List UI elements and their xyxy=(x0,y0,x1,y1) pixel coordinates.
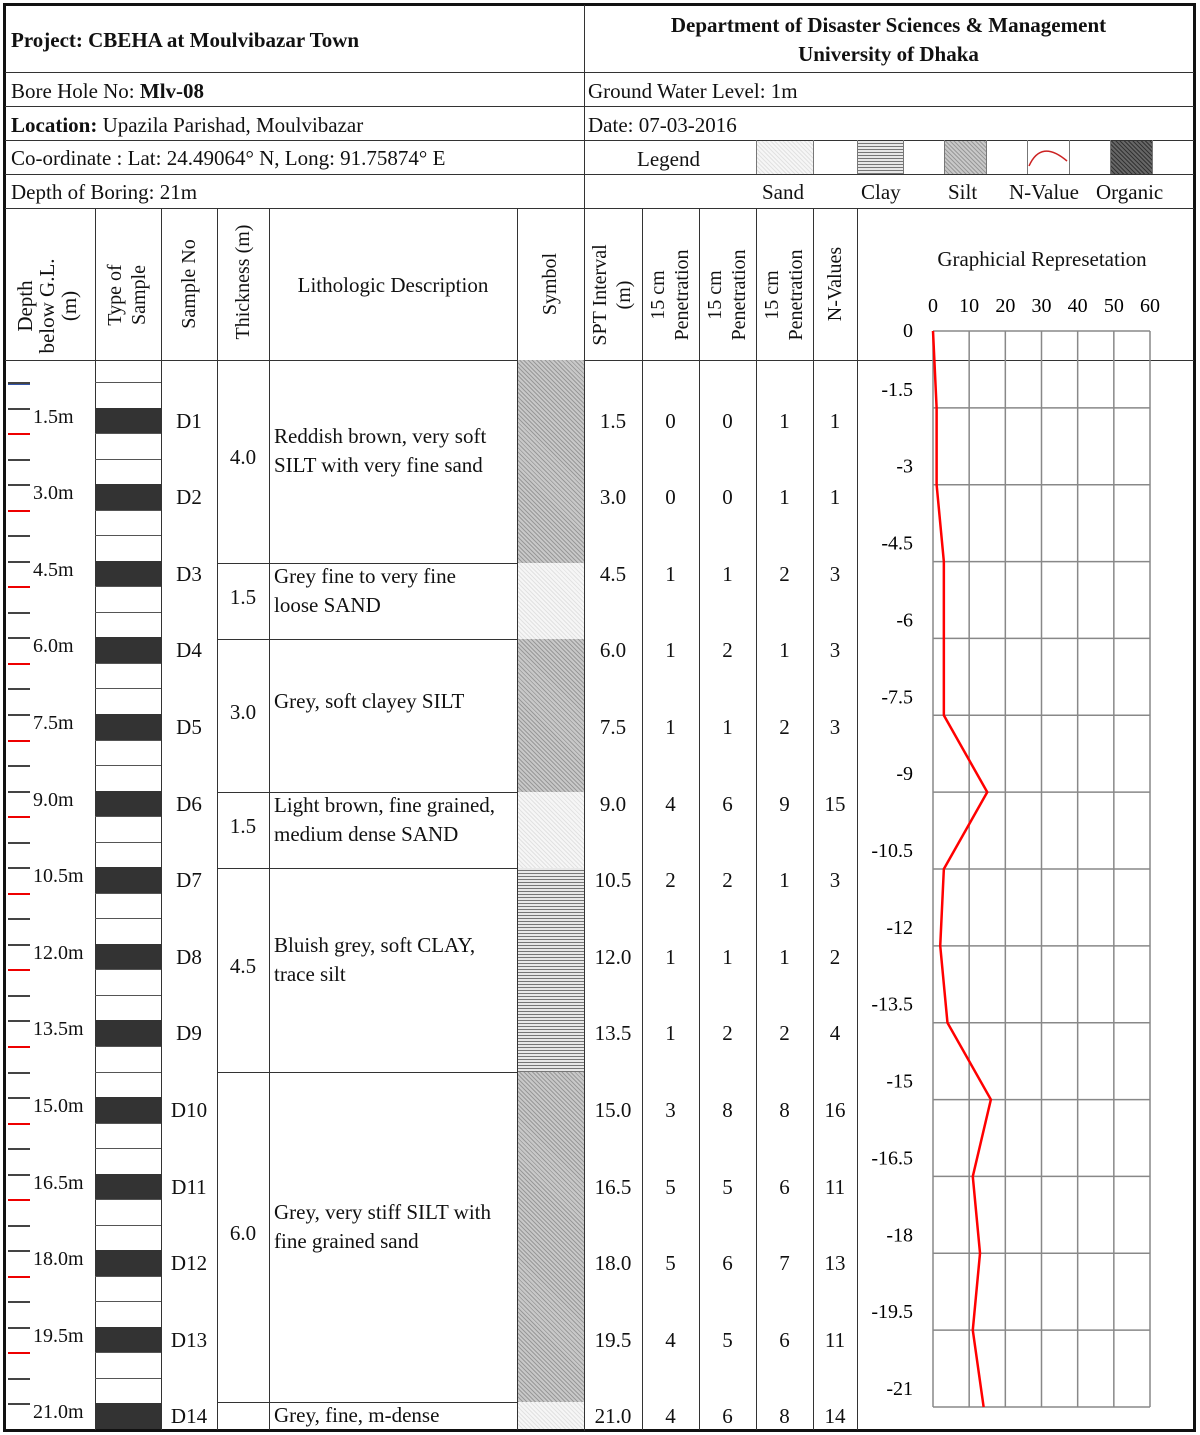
col-pen2-l2: Penetration xyxy=(728,249,750,341)
col-depth-l2: below G.L. xyxy=(35,258,59,354)
depth-label: 16.5m xyxy=(33,1171,84,1194)
y-tick-label: -12 xyxy=(886,916,913,939)
layer-thickness: 1.5 xyxy=(229,584,257,609)
x-tick-label: 30 xyxy=(1031,295,1052,317)
n-value: 11 xyxy=(824,1174,846,1199)
legend-sand-label: Sand xyxy=(762,180,804,204)
y-tick-label: -4.5 xyxy=(881,532,913,555)
penetration-count: 1 xyxy=(722,715,733,740)
n-value: 1 xyxy=(829,485,841,510)
sample-no: D13 xyxy=(170,1327,208,1352)
x-tick-label: 50 xyxy=(1103,295,1124,317)
spt-interval: 18.0 xyxy=(594,1251,632,1276)
depth-label: 19.5m xyxy=(33,1324,84,1347)
y-tick-label: -9 xyxy=(896,763,913,786)
y-tick-label: -1.5 xyxy=(881,378,913,401)
sample-no: D9 xyxy=(176,1021,202,1046)
col-type-l1: Type of xyxy=(104,264,126,326)
date: Date: 07-03-2016 xyxy=(588,113,737,137)
bore-hole-value: Mlv-08 xyxy=(139,79,205,103)
layer-thickness: 1.5 xyxy=(229,814,257,839)
penetration-count: 1 xyxy=(779,408,790,433)
y-tick-label: -6 xyxy=(896,609,913,632)
penetration-count: 1 xyxy=(665,638,676,663)
penetration-count: 2 xyxy=(779,561,790,586)
location-label: Location: xyxy=(11,113,103,137)
n-value: 11 xyxy=(824,1327,846,1352)
n-value: 15 xyxy=(824,791,846,816)
spt-interval: 19.5 xyxy=(594,1327,632,1352)
n-value: 3 xyxy=(829,868,841,893)
layer-thickness: 3.0 xyxy=(229,699,257,724)
penetration-count: 1 xyxy=(665,1021,676,1046)
penetration-count: 5 xyxy=(665,1174,676,1199)
col-pen2-l1: 15 cm xyxy=(704,270,726,320)
col-type-l2: Sample xyxy=(128,265,150,325)
y-tick-label: -16.5 xyxy=(871,1147,913,1170)
spt-interval: 15.0 xyxy=(594,1098,632,1123)
sample-no: D3 xyxy=(176,561,202,586)
depth-label: 1.5m xyxy=(33,405,74,428)
university-name: University of Dhaka xyxy=(798,42,979,66)
spt-interval: 12.0 xyxy=(594,944,632,969)
legend-nvalue-label: N-Value xyxy=(1009,180,1079,204)
spt-interval: 3.0 xyxy=(599,485,627,510)
x-tick-label: 40 xyxy=(1067,295,1088,317)
depth-label: 15.0m xyxy=(33,1095,84,1118)
penetration-count: 0 xyxy=(722,408,733,433)
n-value: 3 xyxy=(829,638,841,663)
lithologic-description: Bluish grey, soft CLAY, xyxy=(274,932,476,957)
n-value: 3 xyxy=(829,715,841,740)
penetration-count: 2 xyxy=(665,868,676,893)
penetration-count: 1 xyxy=(722,944,733,969)
sample-no: D5 xyxy=(176,715,202,740)
graph-title: Graphicial Represetation xyxy=(937,247,1147,271)
lithologic-description: trace silt xyxy=(274,961,346,986)
y-tick-label: 0 xyxy=(903,320,913,342)
spt-interval: 4.5 xyxy=(599,561,627,586)
y-tick-label: -19.5 xyxy=(871,1301,913,1324)
penetration-count: 2 xyxy=(779,715,790,740)
penetration-count: 1 xyxy=(665,561,676,586)
penetration-count: 6 xyxy=(779,1327,790,1352)
sample-no: D12 xyxy=(170,1251,208,1276)
spt-interval: 9.0 xyxy=(599,791,627,816)
penetration-count: 8 xyxy=(779,1404,790,1429)
depth-label: 4.5m xyxy=(33,558,74,581)
y-tick-label: -10.5 xyxy=(871,840,913,862)
penetration-count: 6 xyxy=(722,791,733,816)
bore-hole-label: Bore Hole No: xyxy=(11,79,140,103)
col-depth-l1: Depth xyxy=(13,280,37,332)
sample-no: D4 xyxy=(176,638,202,663)
n-value: 14 xyxy=(824,1404,846,1429)
penetration-count: 4 xyxy=(665,1327,676,1352)
penetration-count: 2 xyxy=(722,1021,733,1046)
lithologic-description: loose SAND xyxy=(274,592,381,617)
penetration-count: 8 xyxy=(779,1098,790,1123)
y-tick-label: -18 xyxy=(886,1224,913,1247)
y-tick-label: -15 xyxy=(886,1070,913,1093)
penetration-count: 6 xyxy=(722,1251,733,1276)
sample-no: D11 xyxy=(171,1174,207,1199)
penetration-count: 1 xyxy=(665,715,676,740)
coordinate: Co-ordinate : Lat: 24.49064° N, Long: 91.75874° E xyxy=(11,146,446,170)
penetration-count: 0 xyxy=(722,485,733,510)
lithologic-description: Grey, very stiff SILT with xyxy=(274,1199,491,1224)
penetration-count: 9 xyxy=(779,791,790,816)
col-sample-header: Sample No xyxy=(178,239,200,329)
depth-of-boring: Depth of Boring: 21m xyxy=(11,180,198,204)
depth-label: 12.0m xyxy=(33,941,84,964)
spt-interval: 1.5 xyxy=(599,408,627,433)
sample-no: D2 xyxy=(176,485,202,510)
penetration-count: 8 xyxy=(722,1098,733,1123)
penetration-count: 4 xyxy=(665,1404,676,1429)
spt-interval: 10.5 xyxy=(594,868,632,893)
col-depth-l3: (m) xyxy=(57,290,81,322)
legend-title: Legend xyxy=(637,147,700,171)
penetration-count: 3 xyxy=(665,1098,676,1123)
layer-thickness: 6.0 xyxy=(229,1220,257,1245)
n-value: 13 xyxy=(824,1251,846,1276)
col-pen3-l2: Penetration xyxy=(785,249,807,341)
n-value: 4 xyxy=(829,1021,841,1046)
penetration-count: 1 xyxy=(665,944,676,969)
penetration-count: 5 xyxy=(722,1174,733,1199)
x-tick-label: 0 xyxy=(928,295,938,317)
penetration-count: 1 xyxy=(779,485,790,510)
col-pen3-l1: 15 cm xyxy=(761,270,783,320)
col-lithology-header: Lithologic Description xyxy=(297,273,489,297)
depth-label: 9.0m xyxy=(33,788,74,811)
penetration-count: 6 xyxy=(722,1404,733,1429)
lithologic-description: Grey, fine, m-dense xyxy=(274,1402,440,1427)
spt-interval: 7.5 xyxy=(599,715,627,740)
n-value: 3 xyxy=(829,561,841,586)
n-value: 1 xyxy=(829,408,841,433)
lithologic-description: Light brown, fine grained, xyxy=(274,793,496,818)
y-tick-label: -13.5 xyxy=(871,993,913,1016)
y-tick-label: -7.5 xyxy=(881,686,913,709)
penetration-count: 1 xyxy=(779,638,790,663)
penetration-count: 0 xyxy=(665,408,676,433)
layer-thickness: 4.0 xyxy=(229,445,257,470)
x-tick-label: 60 xyxy=(1140,295,1160,317)
sample-no: D6 xyxy=(176,791,202,816)
lithologic-description: SILT with very fine sand xyxy=(274,453,483,478)
depth-label: 13.5m xyxy=(33,1018,84,1041)
col-pen1-l1: 15 cm xyxy=(647,270,669,320)
penetration-count: 1 xyxy=(722,561,733,586)
depth-label: 3.0m xyxy=(33,482,74,505)
spt-interval: 13.5 xyxy=(594,1021,632,1046)
project-title: Project: CBEHA at Moulvibazar Town xyxy=(11,28,360,52)
x-tick-label: 10 xyxy=(959,295,980,317)
sample-no: D1 xyxy=(176,408,202,433)
penetration-count: 2 xyxy=(722,868,733,893)
legend-organic-label: Organic xyxy=(1096,180,1164,204)
penetration-count: 1 xyxy=(779,868,790,893)
penetration-count: 2 xyxy=(722,638,733,663)
col-spt-l2: (m) xyxy=(613,280,635,310)
depth-label: 21.0m xyxy=(33,1401,84,1424)
n-value: 16 xyxy=(824,1098,846,1123)
x-tick-label: 20 xyxy=(995,295,1016,317)
col-pen1-l2: Penetration xyxy=(671,249,693,341)
y-tick-label: -3 xyxy=(896,455,913,478)
spt-interval: 6.0 xyxy=(599,638,627,663)
n-value: 2 xyxy=(829,944,841,969)
depth-label: 6.0m xyxy=(33,635,74,658)
sample-no: D14 xyxy=(170,1404,208,1429)
sample-no: D8 xyxy=(176,944,202,969)
col-symbol-header: Symbol xyxy=(539,252,561,316)
lithologic-description: medium dense SAND xyxy=(274,822,459,847)
y-tick-label: -21 xyxy=(886,1378,913,1400)
penetration-count: 2 xyxy=(779,1021,790,1046)
spt-interval: 16.5 xyxy=(594,1174,632,1199)
penetration-count: 5 xyxy=(722,1327,733,1352)
penetration-count: 5 xyxy=(665,1251,676,1276)
lithologic-description: Grey, soft clayey SILT xyxy=(274,689,465,714)
depth-label: 10.5m xyxy=(33,865,84,888)
sample-no: D7 xyxy=(176,868,202,893)
penetration-count: 4 xyxy=(665,791,676,816)
depth-label: 7.5m xyxy=(33,712,74,735)
department-name: Department of Disaster Sciences & Management xyxy=(670,13,1107,37)
penetration-count: 6 xyxy=(779,1174,790,1199)
penetration-count: 0 xyxy=(665,485,676,510)
lithologic-description: Reddish brown, very soft xyxy=(274,424,487,449)
lithologic-description: fine grained sand xyxy=(274,1228,419,1253)
col-thickness-header: Thickness (m) xyxy=(232,224,254,340)
col-nvalue-header: N-Values xyxy=(824,246,846,322)
penetration-count: 1 xyxy=(779,944,790,969)
legend-silt-label: Silt xyxy=(948,180,978,204)
ground-water-level: Ground Water Level: 1m xyxy=(588,79,798,103)
sample-no: D10 xyxy=(170,1098,208,1123)
depth-label: 18.0m xyxy=(33,1248,84,1271)
penetration-count: 7 xyxy=(779,1251,790,1276)
lithologic-description: Grey fine to very fine xyxy=(274,563,456,588)
col-spt-l1: SPT Interval xyxy=(589,244,611,346)
layer-thickness: 4.5 xyxy=(229,953,257,978)
legend-clay-label: Clay xyxy=(861,180,901,204)
spt-interval: 21.0 xyxy=(594,1404,632,1429)
location-value: Upazila Parishad, Moulvibazar xyxy=(102,113,364,137)
